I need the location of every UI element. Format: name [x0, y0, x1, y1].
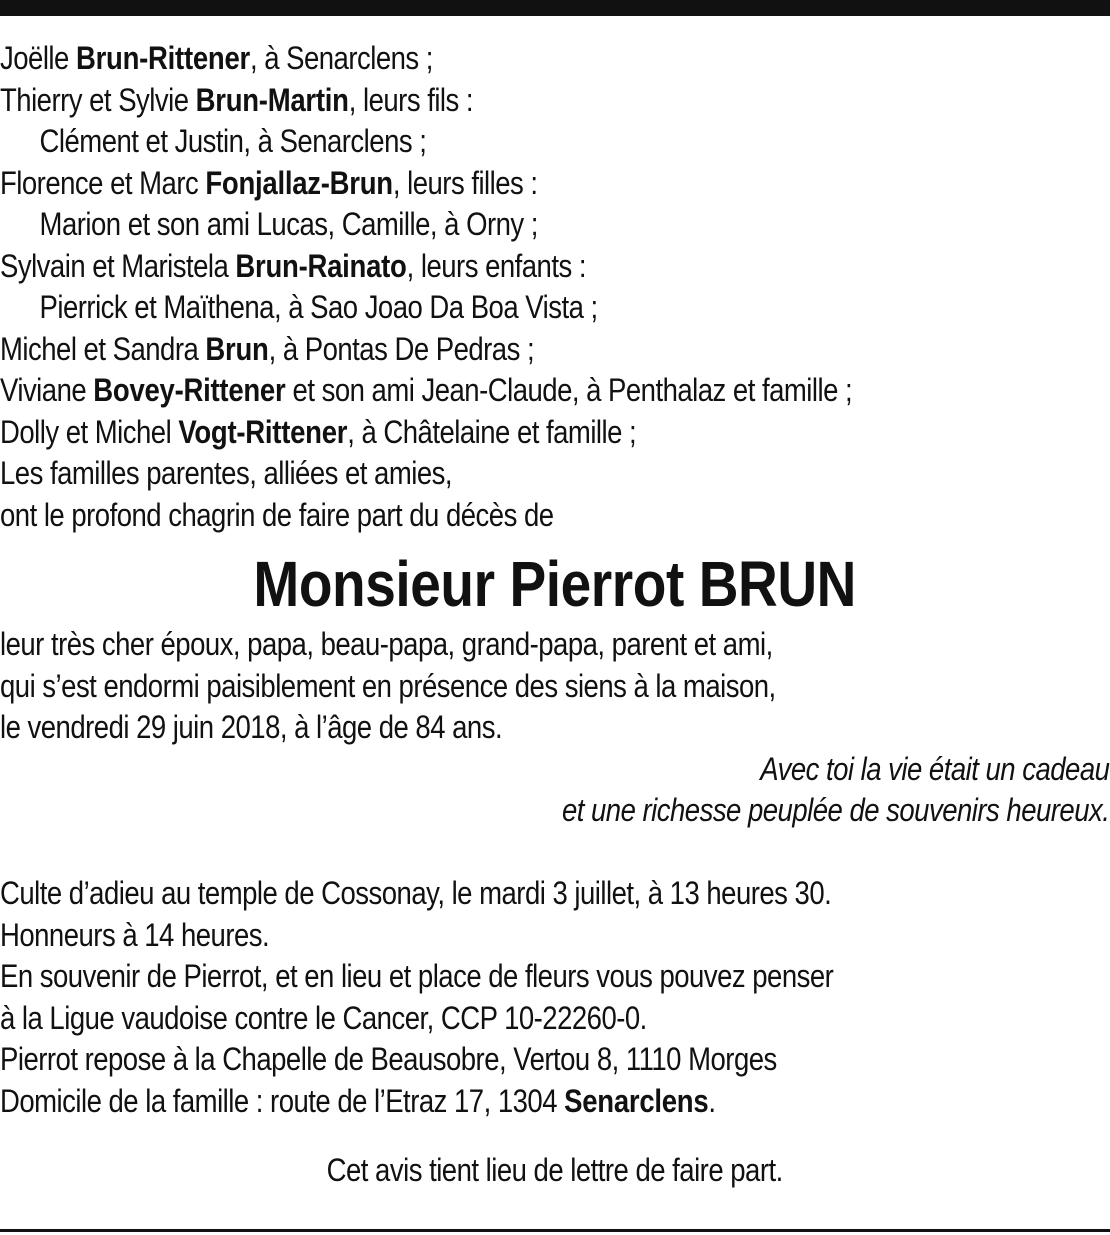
name-first: Thierry et Sylvie	[0, 81, 196, 118]
spacer	[0, 832, 1109, 874]
relatives-line: Les familles parentes, alliées et amies,	[0, 455, 453, 491]
closing-line: Cet avis tient lieu de lettre de faire part.	[326, 1152, 783, 1188]
description-line: le vendredi 29 juin 2018, à l’âge de 84 ans.	[0, 709, 503, 745]
family-line	[0, 246, 1109, 288]
residence: et son ami Jean-Claude, à Penthalaz et famille ;	[285, 372, 853, 408]
children-line: Pierrick et Maïthena, à Sao Joao Da Boa Vista ;	[39, 289, 598, 325]
domicile-town: Senarclens	[564, 1082, 709, 1119]
name-first: Florence et Marc	[0, 164, 206, 201]
name-first: Sylvain et Maristela	[0, 247, 236, 284]
family-line	[0, 412, 1109, 454]
residence: , leurs filles :	[392, 164, 538, 201]
family-surname: Brun	[205, 330, 269, 367]
family-line	[0, 38, 1109, 80]
domicile-address: Domicile de la famille : route de l’Etraz 17, 1304	[0, 1082, 565, 1119]
deceased-name: Monsieur Pierrot BRUN	[253, 548, 856, 620]
family-surname: Bovey-Rittener	[93, 372, 286, 408]
bottom-rule	[0, 1229, 1110, 1232]
donation-line: En souvenir de Pierrot, et en lieu et place de fleurs vous pouvez penser	[0, 958, 834, 994]
family-surname: Vogt-Rittener	[178, 413, 348, 450]
family-line	[0, 163, 1109, 205]
residence: , à Pontas De Pedras ;	[268, 330, 535, 367]
domicile-line	[0, 1081, 1109, 1123]
children-line: Marion et son ami Lucas, Camille, à Orny ;	[39, 206, 538, 242]
name-first: Joëlle	[0, 40, 76, 76]
rest-place-line: Pierrot repose à la Chapelle de Beausobre, Vertou 8, 1110 Morges	[0, 1041, 777, 1077]
family-line	[0, 80, 1109, 122]
name-first: Dolly et Michel	[0, 413, 179, 450]
family-line	[0, 370, 1109, 412]
donation-line: à la Ligue vaudoise contre le Cancer, CCP 10-22260-0.	[0, 999, 647, 1036]
residence: , leurs enfants :	[406, 247, 586, 284]
residence: , à Senarclens ;	[249, 40, 433, 76]
residence: , leurs fils :	[348, 81, 474, 118]
family-surname: Fonjallaz-Brun	[205, 164, 393, 201]
name-first: Michel et Sandra	[0, 330, 206, 367]
domicile-punctuation: .	[708, 1082, 716, 1119]
quote-line: Avec toi la vie était un cadeau	[760, 750, 1110, 787]
family-surname: Brun-Rittener	[75, 40, 250, 76]
obituary-notice	[0, 38, 1109, 1192]
description-line: qui s’est endormi paisiblement en présence des siens à la maison,	[0, 667, 776, 704]
quote-line: et une richesse peuplée de souvenirs heureux.	[561, 792, 1110, 828]
residence: , à Châtelaine et famille ;	[347, 413, 637, 450]
family-surname: Brun-Rainato	[235, 247, 407, 284]
honours-line: Honneurs à 14 heures.	[0, 916, 270, 953]
ceremony-line: Culte d’adieu au temple de Cossonay, le mardi 3 juillet, à 13 heures 30.	[0, 875, 832, 911]
top-rule	[0, 0, 1110, 16]
family-surname: Brun-Martin	[195, 81, 349, 118]
name-first: Viviane	[0, 372, 94, 408]
announcement-line: ont le profond chagrin de faire part du décès de	[0, 496, 554, 533]
children-line: Clément et Justin, à Senarclens ;	[39, 123, 427, 159]
description-line: leur très cher époux, papa, beau-papa, grand-papa, parent et ami,	[0, 626, 773, 662]
family-line	[0, 329, 1109, 371]
